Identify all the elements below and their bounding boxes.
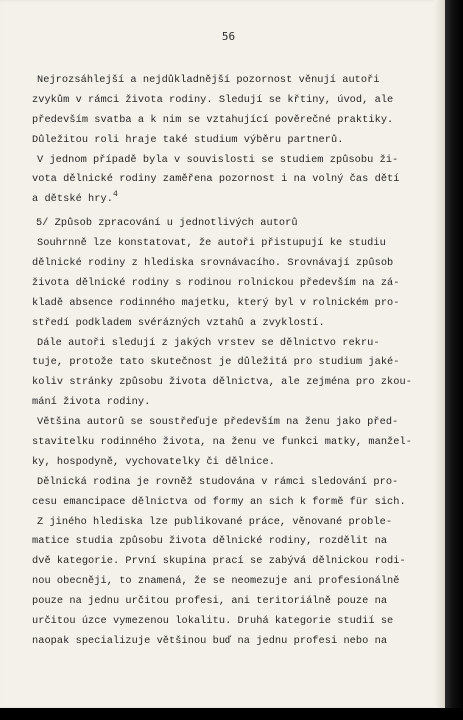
text-line (32, 294, 412, 314)
paragraph (32, 234, 412, 333)
text-line (32, 131, 412, 151)
text-line-content: pouze na jednu určitou profesi, ani teritoriálně pouze na (32, 595, 388, 608)
page-binding-edge (445, 0, 463, 720)
text-line-content: Souhrnně lze konstatovat, že autoři přistupují ke studiu (37, 237, 386, 250)
text-line-content: mání života rodiny. (32, 396, 151, 409)
text-line (32, 353, 412, 373)
text-line-content: Dělnická rodina je rovněž studována v rámci sledování pro- (37, 475, 399, 488)
text-line (32, 632, 412, 652)
text-line (32, 274, 412, 294)
paragraph (32, 513, 412, 652)
text-line (32, 532, 412, 552)
text-line (32, 111, 412, 131)
text-line-content: V jednom případě byla v souvislosti se studiem způsobu ži- (37, 153, 399, 166)
text-line-content: určitou úzce vymezenou lokalitu. Druhá kategorie studií se (32, 615, 394, 628)
text-line-content: Nejrozsáhlejší a nejdůkladnější pozornost věnují autoři (37, 74, 380, 86)
text-line-content: Dále autoři sledují z jakých vrstev se dělnictvo rekru- (37, 336, 380, 349)
text-line (32, 214, 412, 234)
page-bottom-border (0, 708, 463, 720)
footnote-reference: 4 (112, 190, 118, 200)
text-line (32, 592, 412, 612)
text-line (32, 612, 412, 632)
text-line-content: 5/ Způsob zpracování u jednotlivých autorů (36, 217, 298, 230)
text-line (32, 190, 412, 210)
text-line-content: ky, hospodyně, vychovatelky či dělnice. (32, 455, 275, 468)
text-line (32, 373, 412, 393)
text-line-content: koliv stránky způsobu života dělnictva, ale zejména pro zkou- (32, 376, 412, 389)
text-line-content: dělnické rodiny z hlediska srovnávacího. Srovnávají způsob (32, 257, 394, 270)
text-line (32, 393, 412, 413)
text-line (32, 513, 412, 533)
paragraph (32, 413, 412, 473)
text-line-content: Z jiného hlediska lze publikované práce, věnované proble- (37, 515, 393, 528)
text-line (32, 254, 412, 274)
paragraph (32, 71, 412, 151)
text-line (32, 572, 412, 592)
text-line (32, 71, 412, 91)
text-line (32, 413, 412, 433)
text-line-content: naopak specializuje většinou buď na jednu profesi nebo na (32, 634, 388, 647)
text-line (32, 453, 412, 473)
page-number: 56 (221, 30, 236, 43)
text-line (32, 473, 412, 493)
section-heading (32, 214, 412, 234)
text-line (32, 151, 412, 171)
text-line-content: nou obecněji, to znamená, že se neomezuje ani profesionálně (32, 575, 400, 588)
page-text-block (32, 71, 412, 652)
text-line-content: dvě kategorie. První skupina prací se zabývá dělnickou rodi- (32, 555, 406, 568)
text-line-content: středí podkladem svérázných vztahů a zvyklostí. (32, 316, 325, 329)
text-line-content: matice studia způsobu života dělnické rodiny, rozdělit na (32, 535, 388, 548)
text-line (32, 334, 412, 354)
text-line (32, 91, 412, 111)
text-line-content: vota dělnické rodiny zaměřena pozornost i na volný čas dětí (32, 173, 400, 186)
text-line (32, 433, 412, 453)
text-line (32, 314, 412, 334)
text-line-content: Většina autorů se soustřeďuje především na ženu jako před- (37, 416, 399, 429)
text-line-content: a dětské hry. (32, 193, 113, 206)
text-line (32, 552, 412, 572)
text-line-content: kladě absence rodinného majetku, který byl v rolnickém pro- (32, 296, 400, 309)
page-edge-shadow (434, 0, 445, 708)
text-line (32, 234, 412, 254)
text-line-content: zvykům v rámci života rodiny. Sledují se křtiny, úvod, ale (32, 93, 394, 106)
text-line (32, 170, 412, 190)
paragraph (32, 473, 412, 513)
text-line-content: života dělnické rodiny s rodinou rolnickou především na zá- (32, 276, 400, 289)
text-line-content: Důležitou roli hraje také studium výběru partnerů. (32, 133, 344, 146)
text-line (32, 493, 412, 513)
paragraph (32, 334, 412, 414)
paragraph (32, 151, 412, 211)
text-line-content: především svatba a k nim se vztahující pověrečné praktiky. (32, 113, 394, 126)
text-line-content: tuje, protože tato skutečnost je důležitá pro studium jaké- (32, 356, 400, 369)
text-line-content: cesu emancipace dělnictva od formy an sich k formě für sich. (32, 495, 406, 508)
text-line-content: stavitelku rodinného života, na ženu ve funkci matky, manžel- (32, 436, 412, 449)
